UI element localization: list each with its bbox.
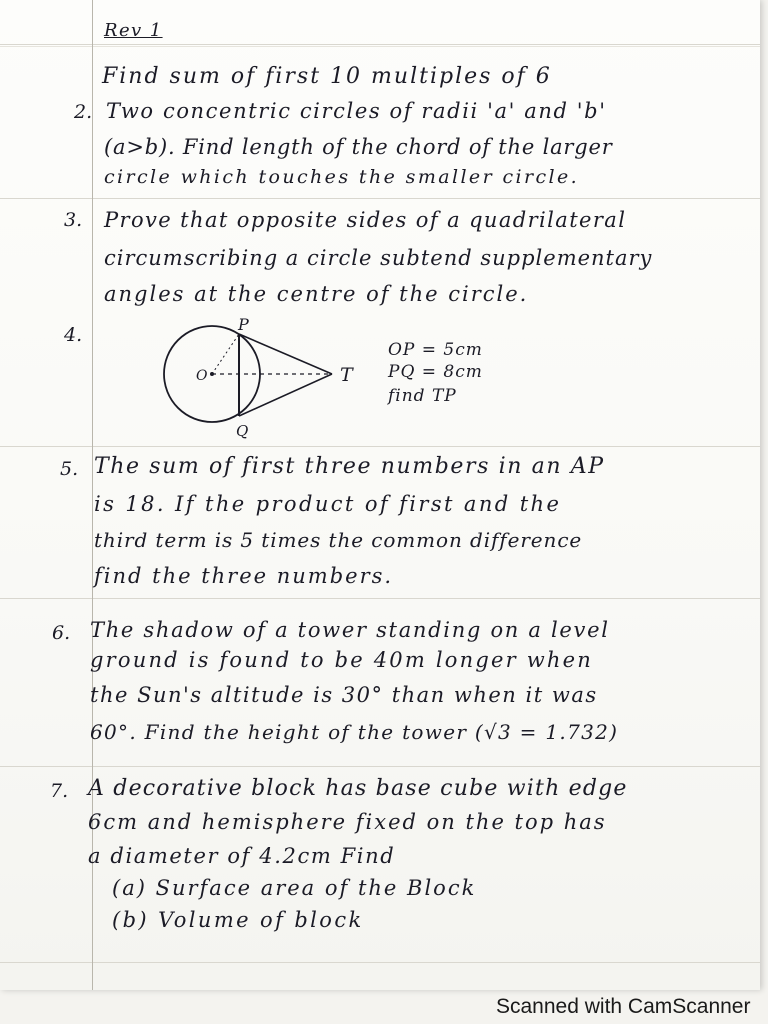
question-5-number: 5. [60, 458, 79, 480]
question-6-line-4: 60°. Find the height of the tower (√3 = 1.732) [90, 720, 619, 744]
question-4-number: 4. [64, 324, 83, 346]
given-op: OP = 5cm [388, 340, 483, 360]
radius-op [212, 334, 239, 374]
rule-line [0, 46, 760, 47]
label-p: P [238, 315, 249, 334]
given-find: find TP [388, 386, 457, 406]
question-7-line-2: 6cm and hemisphere fixed on the top has [88, 810, 607, 834]
rule-line [0, 198, 760, 199]
margin-line [92, 0, 93, 990]
question-7-line-1: A decorative block has base cube with edge [88, 776, 628, 801]
revision-label: Rev 1 [104, 20, 163, 41]
rule-line [0, 962, 760, 963]
question-1: Find sum of first 10 multiples of 6 [102, 64, 552, 89]
question-3-number: 3. [64, 209, 83, 231]
question-5-line-3: third term is 5 times the common difference [94, 528, 583, 552]
rule-line [0, 44, 760, 45]
question-6-line-2: ground is found to be 40m longer when [90, 648, 593, 672]
rule-line [0, 766, 760, 767]
label-t: T [340, 364, 353, 386]
question-7-number: 7. [50, 780, 69, 802]
question-7-part-b: (b) Volume of block [112, 908, 364, 932]
rule-line [0, 598, 760, 599]
question-7-line-3: a diameter of 4.2cm Find [88, 844, 396, 868]
question-2-number: 2. [74, 101, 93, 123]
question-6-line-3: the Sun's altitude is 30° than when it was [90, 683, 598, 707]
given-pq: PQ = 8cm [388, 362, 483, 382]
question-6-line-1: The shadow of a tower standing on a level [90, 618, 610, 642]
centre-dot [210, 372, 214, 376]
tangent-diagram [160, 312, 380, 442]
question-7-part-a: (a) Surface area of the Block [112, 876, 477, 900]
question-5-line-4: find the three numbers. [94, 564, 394, 588]
question-5-line-1: The sum of first three numbers in an AP [94, 454, 605, 479]
scanner-watermark: Scanned with CamScanner [496, 995, 751, 1018]
question-6-number: 6. [52, 622, 71, 644]
tangent-pt [239, 334, 332, 374]
question-2-line-2: (a>b). Find length of the chord of the larger [104, 135, 613, 159]
question-3-line-3: angles at the centre of the circle. [104, 282, 529, 306]
question-5-line-2: is 18. If the product of first and the [94, 492, 562, 516]
question-3-line-1: Prove that opposite sides of a quadrilateral [104, 208, 627, 232]
label-q: Q [236, 422, 249, 440]
question-2-line-1: Two concentric circles of radii 'a' and 'b' [106, 99, 607, 123]
question-2-line-3: circle which touches the smaller circle. [104, 166, 580, 188]
tangent-qt [239, 374, 332, 416]
label-o: O [196, 368, 208, 384]
rule-line [0, 446, 760, 447]
question-3-line-2: circumscribing a circle subtend supplementary [104, 246, 653, 270]
